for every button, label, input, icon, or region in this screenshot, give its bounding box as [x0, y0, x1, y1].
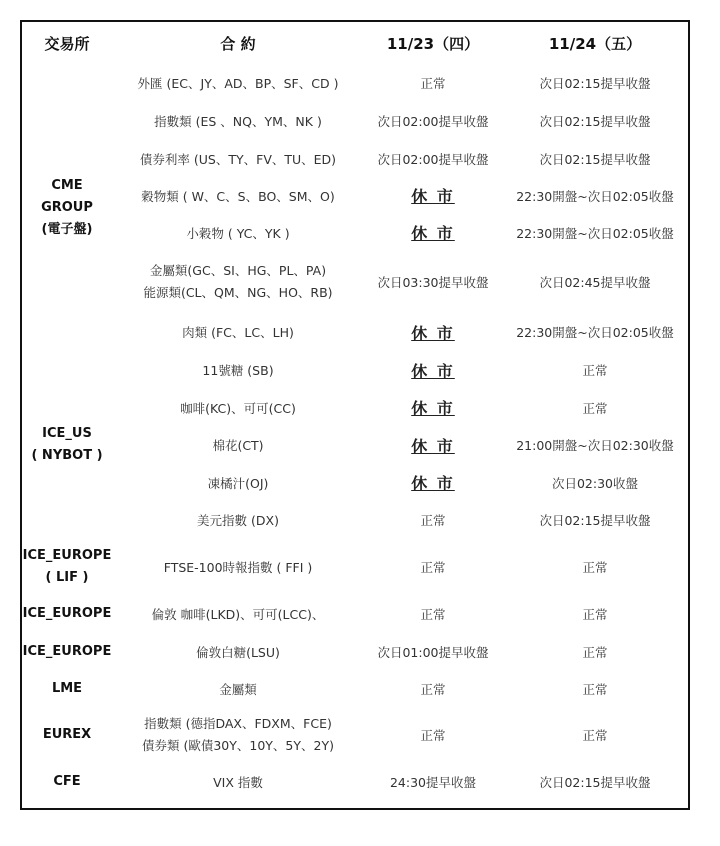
contract-cell: 凍橘汁(OJ): [207, 475, 269, 491]
status-1123: 次日01:00提早收盤: [377, 644, 489, 660]
exchange-cme-line3: (電子盤): [41, 221, 93, 237]
contract-cell: 債券利率 (US、TY、FV、TU、ED): [139, 151, 337, 167]
market-closed-label: 休 市: [411, 474, 455, 493]
status-1124: 正常: [582, 607, 608, 622]
table-row: [22, 763, 688, 801]
header-row: [22, 22, 688, 64]
status-1124: 22:30開盤~次日02:05收盤: [516, 325, 674, 340]
contract-line: 指數類 (德指DAX、FDXM、FCE): [144, 716, 332, 731]
status-1123: [364, 389, 502, 426]
status-1123: [364, 177, 502, 214]
exchange-cme-line1: CME: [51, 177, 83, 193]
status-1124: 22:30開盤~次日02:05收盤: [516, 188, 674, 204]
table-row: [22, 464, 688, 501]
header-date-1124: 11/24（五）: [548, 34, 642, 53]
status-1124: 正常: [582, 560, 608, 575]
contract-cell: 外匯 (EC、JY、AD、BP、SF、CD ): [137, 76, 339, 91]
contract-cell: [112, 251, 364, 313]
exchange-cme-line2: GROUP: [41, 199, 93, 215]
table-row: [22, 670, 688, 707]
contract-cell: 倫敦白糖(LSU): [196, 644, 280, 660]
exchange-cme: [22, 64, 112, 351]
table-row: [22, 389, 688, 426]
table-row: [22, 501, 688, 539]
exchange-eurex: EUREX: [42, 727, 92, 742]
table-row: [22, 102, 688, 140]
status-1123: 次日03:30提早收盤: [377, 275, 489, 290]
exchange-ice-europe: ICE_EUROPE: [22, 606, 112, 621]
status-1123: 正常: [420, 560, 446, 575]
status-1123: 次日02:00提早收盤: [377, 114, 489, 129]
table-row: [22, 177, 688, 214]
contract-cell: 美元指數 (DX): [197, 513, 279, 528]
status-1123: [364, 351, 502, 389]
status-1123: 次日02:00提早收盤: [377, 151, 489, 167]
market-closed-label: 休 市: [411, 361, 455, 381]
status-1124: 次日02:15提早收盤: [539, 775, 651, 790]
table-row: [22, 251, 688, 313]
exchange-line: ( LIF ): [45, 570, 89, 585]
contract-cell: VIX 指數: [213, 775, 263, 790]
holiday-schedule-table: [22, 22, 688, 801]
status-1123: [364, 214, 502, 251]
status-1124: 次日02:45提早收盤: [539, 275, 651, 290]
contract-cell: 11號糖 (SB): [202, 363, 274, 378]
market-closed-label: 休 市: [411, 399, 455, 418]
status-1124: 21:00開盤~次日02:30收盤: [516, 438, 674, 453]
status-1123: 24:30提早收盤: [389, 775, 477, 790]
status-1123: 正常: [420, 728, 446, 743]
contract-cell: 指數類 (ES 、NQ、YM、NK ): [154, 114, 322, 129]
status-1123: 正常: [420, 76, 446, 91]
status-1123: 正常: [420, 607, 446, 622]
holiday-schedule-table-frame: [20, 20, 690, 810]
market-closed-label: 休 市: [411, 436, 455, 456]
table-row: [22, 539, 688, 595]
exchange-line: ICE_EUROPE: [22, 548, 112, 563]
contract-cell: FTSE-100時報指數 ( FFI ): [163, 560, 313, 575]
table-row: [22, 214, 688, 251]
header-contract: 合 約: [220, 34, 256, 53]
exchange-ice-us: [22, 351, 112, 539]
contract-cell: 肉類 (FC、LC、LH): [182, 325, 294, 340]
contract-cell: 咖啡(KC)、可可(CC): [180, 400, 296, 416]
status-1124: 次日02:15提早收盤: [539, 513, 651, 528]
contract-cell: 棉花(CT): [212, 438, 264, 453]
contract-cell: 倫敦 咖啡(LKD)、可可(LCC)、: [151, 607, 325, 622]
status-1124: 22:30開盤~次日02:05收盤: [516, 225, 674, 241]
status-1124: 正常: [582, 728, 608, 743]
status-1123: 正常: [420, 513, 446, 528]
status-1124: 次日02:30收盤: [551, 475, 639, 491]
table-row: [22, 64, 688, 102]
status-1124: 正常: [582, 363, 608, 378]
table-row: [22, 707, 688, 763]
market-closed-label: 休 市: [411, 323, 455, 343]
contract-cell: [112, 707, 364, 763]
status-1124: 次日02:15提早收盤: [539, 76, 651, 91]
status-1124: 正常: [582, 681, 608, 697]
exchange-lme: LME: [51, 680, 83, 696]
exchange-ice-us-line1: ICE_US: [42, 426, 92, 441]
table-row: [22, 595, 688, 633]
status-1123: [364, 464, 502, 501]
status-1124: 次日02:15提早收盤: [539, 114, 651, 129]
header-date-1123: 11/23（四）: [386, 34, 480, 53]
market-closed-label: 休 市: [411, 187, 455, 206]
status-1124: 次日02:15提早收盤: [539, 151, 651, 167]
table-row: [22, 426, 688, 464]
exchange-ice-us-line2: ( NYBOT ): [31, 448, 103, 463]
contract-line: 能源類(CL、QM、NG、HO、RB): [143, 285, 333, 300]
market-closed-label: 休 市: [411, 224, 455, 243]
status-1124: 正常: [582, 644, 608, 660]
header-exchange: 交易所: [44, 34, 90, 53]
table-row: [22, 313, 688, 351]
table-row: [22, 633, 688, 670]
table-row: [22, 140, 688, 177]
status-1123: [364, 426, 502, 464]
table-row: [22, 351, 688, 389]
contract-cell: 穀物類 ( W、C、S、BO、SM、O): [141, 188, 335, 204]
status-1123: 正常: [420, 681, 446, 697]
status-1124: 正常: [582, 400, 608, 416]
contract-cell: 小穀物 ( YC、YK ): [186, 225, 290, 241]
contract-line: 債券類 (歐債30Y、10Y、5Y、2Y): [142, 738, 334, 753]
contract-line: 金屬類(GC、SI、HG、PL、PA): [149, 263, 327, 278]
exchange-cfe: CFE: [53, 774, 81, 789]
status-1123: [364, 313, 502, 351]
exchange-ice-europe: ICE_EUROPE: [22, 643, 112, 659]
contract-cell: 金屬類: [219, 681, 257, 697]
exchange-ice-europe-lif: [22, 539, 112, 595]
